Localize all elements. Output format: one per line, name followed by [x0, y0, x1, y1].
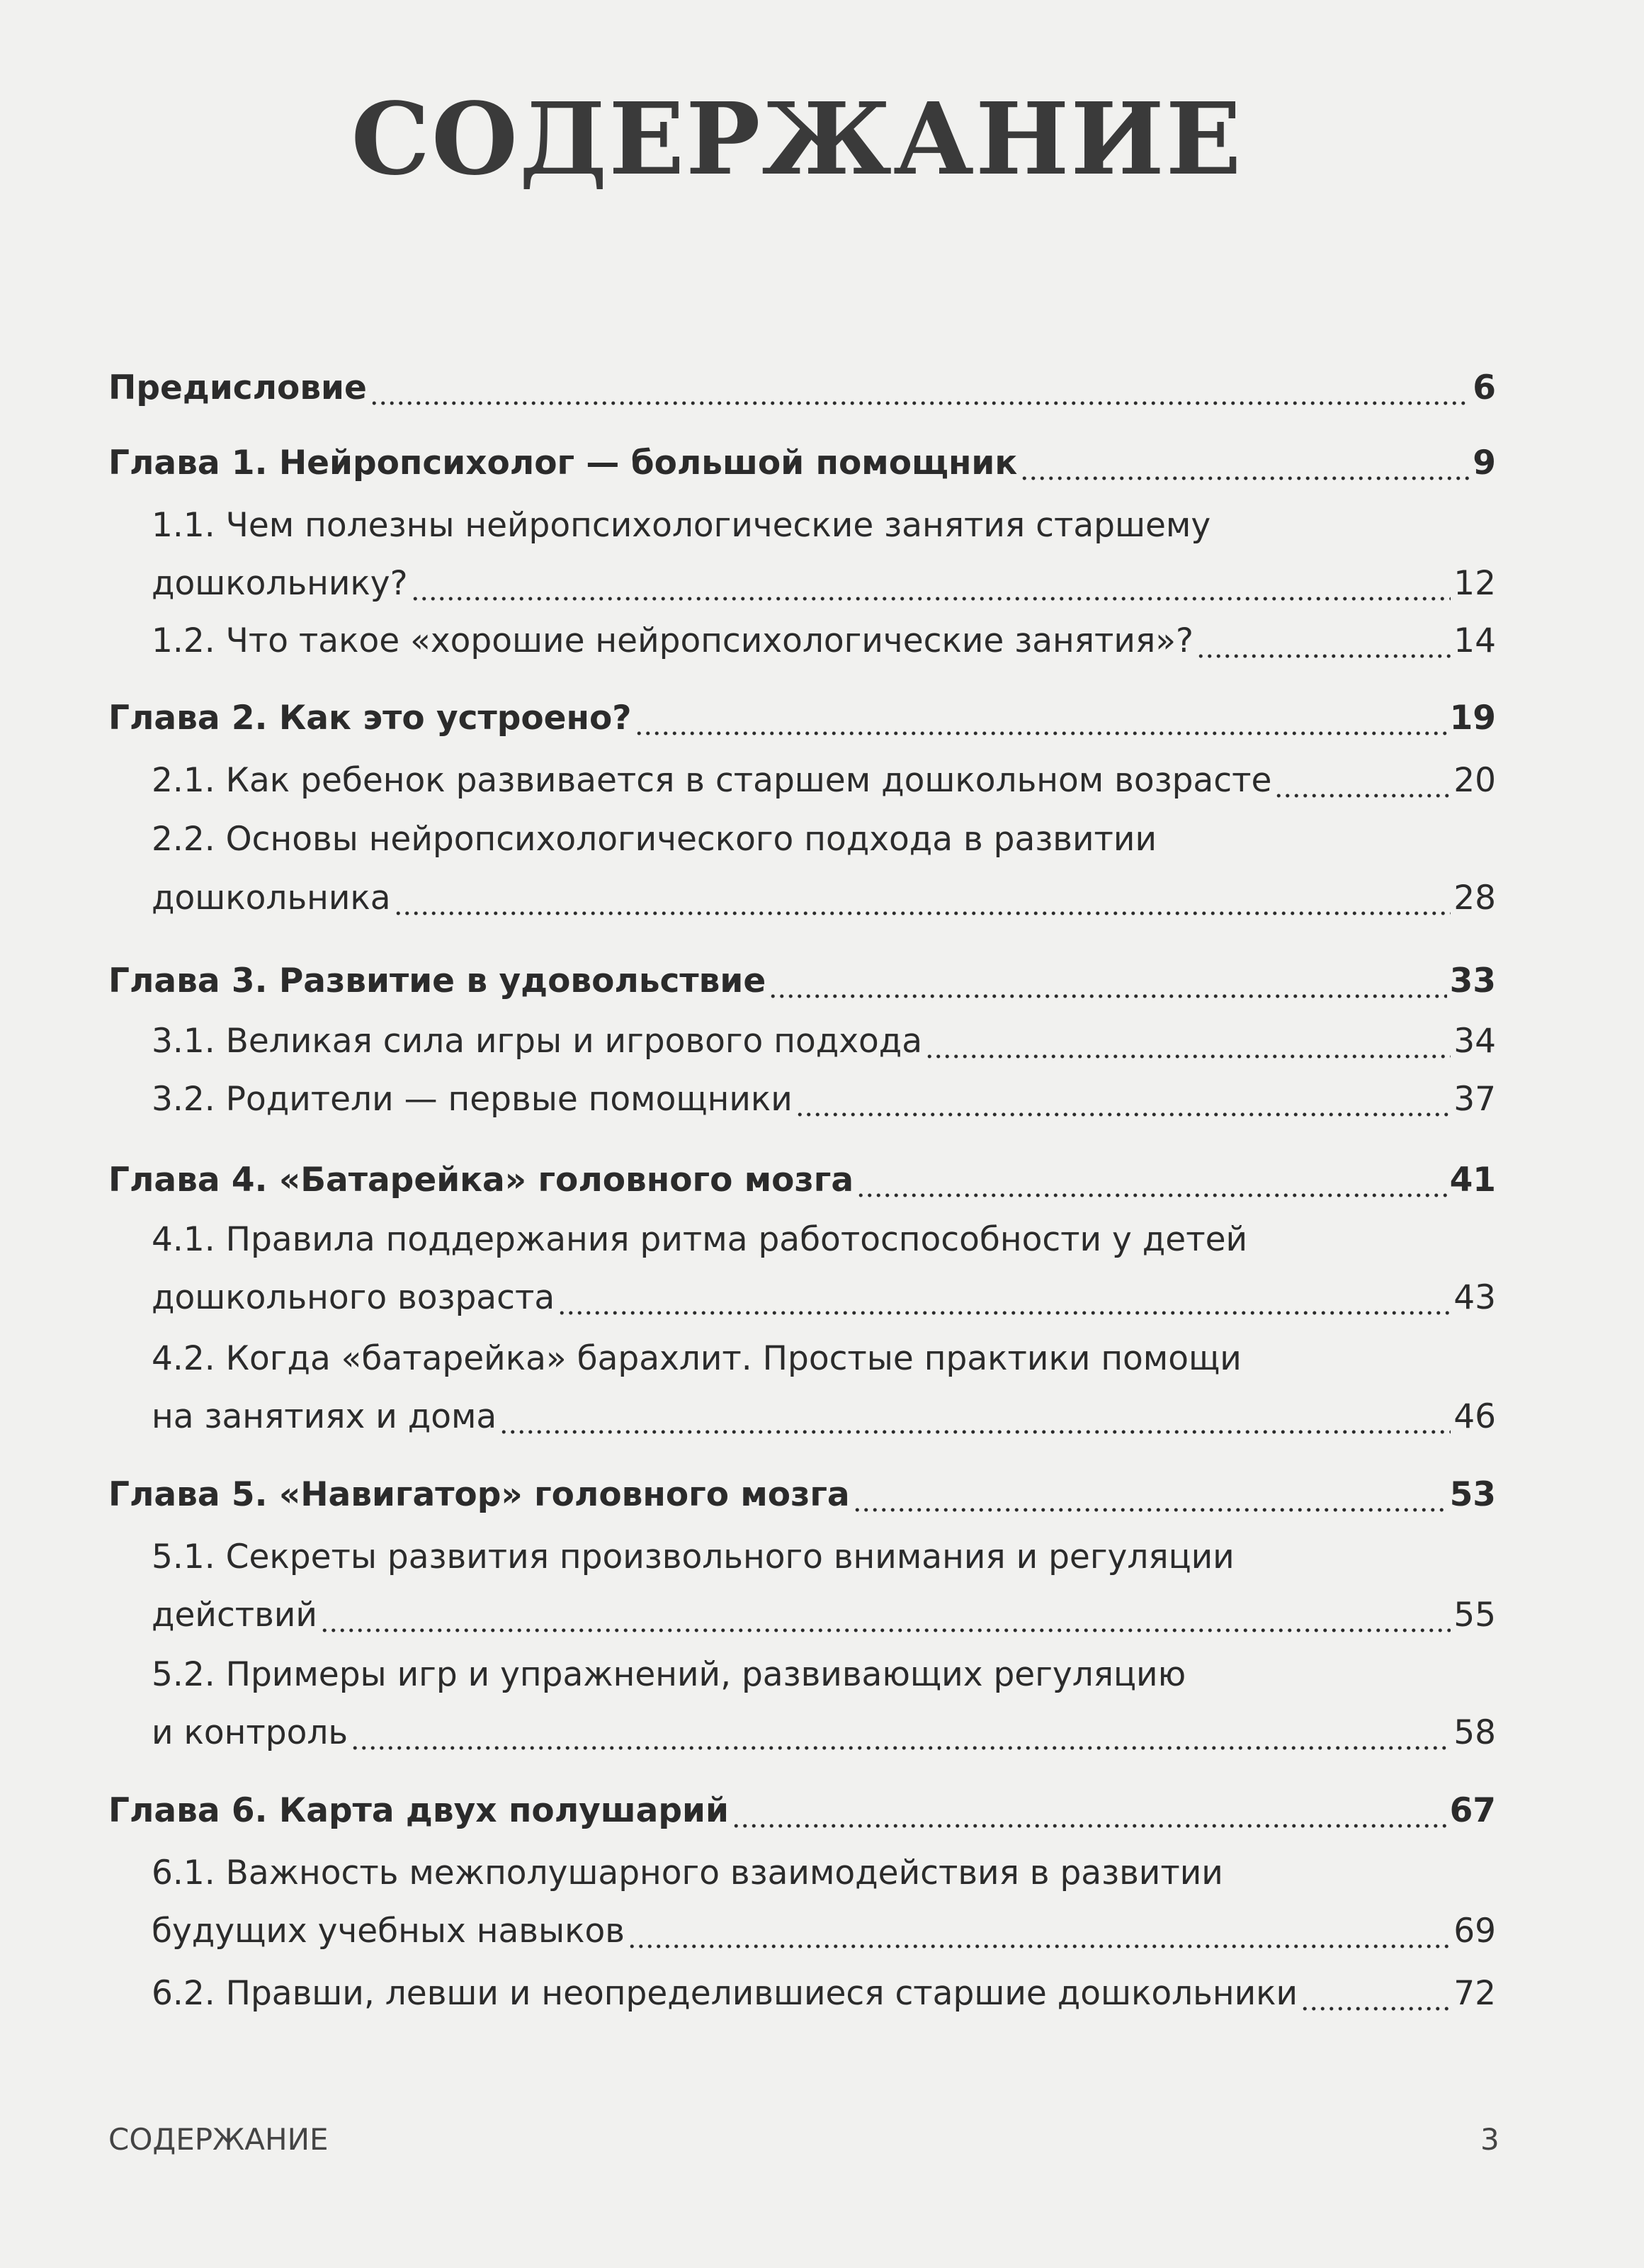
toc-chapter[interactable]	[108, 1159, 1496, 1202]
dot-leader	[856, 1159, 1447, 1202]
running-footer-section: СОДЕРЖАНИЕ	[108, 2122, 329, 2157]
toc-entry-first-line: 5.1. Секреты развития произвольного внимания и регуляции	[152, 1538, 1235, 1576]
toc-page-number: 55	[1453, 1596, 1496, 1635]
toc-page-number: 53	[1449, 1475, 1496, 1514]
toc-page-number: 37	[1453, 1080, 1496, 1119]
toc-page-number: 6	[1473, 368, 1496, 407]
dot-leader	[411, 563, 1451, 605]
toc-page-number: 46	[1453, 1397, 1496, 1436]
toc-page-number: 20	[1453, 761, 1496, 800]
toc-section[interactable]	[152, 877, 1496, 920]
toc-entry-first-line: 1.1. Чем полезны нейропсихологические занятия старшему	[152, 506, 1211, 545]
dot-leader	[1020, 442, 1470, 485]
toc-entry-title: дошкольнику?	[152, 564, 408, 603]
dot-leader	[1196, 620, 1451, 662]
toc-entry-title: Глава 6. Карта двух полушарий	[108, 1791, 729, 1830]
dot-leader	[795, 1078, 1451, 1121]
toc-entry-title: дошкольного возраста	[152, 1278, 555, 1317]
toc-section[interactable]	[152, 1277, 1496, 1319]
toc-entry-title: Предисловие	[108, 368, 367, 407]
toc-section[interactable]	[152, 1973, 1496, 2015]
toc-section[interactable]	[152, 1020, 1496, 1063]
toc-page-number: 9	[1473, 444, 1496, 483]
dot-leader	[394, 877, 1451, 920]
toc-page-number: 72	[1453, 1974, 1496, 2013]
toc-page-number: 69	[1453, 1912, 1496, 1951]
toc-section[interactable]	[152, 1396, 1496, 1438]
dot-leader	[499, 1396, 1451, 1438]
toc-chapter[interactable]	[108, 697, 1496, 740]
toc-page-number: 33	[1449, 961, 1496, 1000]
dot-leader	[557, 1277, 1451, 1319]
toc-chapter[interactable]	[108, 442, 1496, 485]
toc-page-number: 14	[1453, 621, 1496, 660]
dot-leader	[320, 1594, 1451, 1637]
toc-section[interactable]	[152, 1594, 1496, 1637]
toc-entry-title: на занятиях и дома	[152, 1397, 497, 1436]
toc-section[interactable]	[152, 1078, 1496, 1121]
toc-page-number: 58	[1453, 1713, 1496, 1752]
dot-leader	[1274, 760, 1451, 802]
toc-entry-first-line: 4.2. Когда «батарейка» барахлит. Простые практики помощи	[152, 1339, 1242, 1378]
toc-page-number: 28	[1453, 879, 1496, 918]
toc-entry-title: 3.1. Великая сила игры и игрового подхода	[152, 1022, 923, 1061]
toc-entry-title: 3.2. Родители — первые помощники	[152, 1080, 793, 1119]
toc-chapter[interactable]	[108, 960, 1496, 1003]
toc-entry-title: Глава 1. Нейропсихолог — большой помощник	[108, 444, 1018, 483]
toc-page-number: 19	[1449, 699, 1496, 738]
dot-leader	[1300, 1973, 1451, 2015]
dot-leader	[769, 960, 1446, 1003]
toc-section[interactable]	[152, 1712, 1496, 1754]
dot-leader	[635, 697, 1447, 740]
dot-leader	[732, 1790, 1447, 1832]
toc-entry-title: Глава 3. Развитие в удовольствие	[108, 961, 766, 1000]
toc-entry-title: Глава 4. «Батарейка» головного мозга	[108, 1161, 854, 1200]
toc-entry-title: дошкольника	[152, 879, 391, 918]
toc-section[interactable]	[152, 563, 1496, 605]
toc-entry-title: и контроль	[152, 1713, 348, 1752]
toc-page-number: 12	[1453, 564, 1496, 603]
toc-entry-title: 1.2. Что такое «хорошие нейропсихологические занятия»?	[152, 621, 1194, 660]
toc-entry-first-line: 2.2. Основы нейропсихологического подхода в развитии	[152, 820, 1157, 859]
toc-entry-first-line: 6.1. Важность межполушарного взаимодействия в развитии	[152, 1854, 1223, 1892]
toc-chapter[interactable]	[108, 367, 1496, 410]
page-number: 3	[1480, 2122, 1500, 2157]
toc-page-number: 67	[1449, 1791, 1496, 1830]
toc-entry-title: Глава 5. «Навигатор» головного мозга	[108, 1475, 850, 1514]
toc-page-number: 41	[1449, 1161, 1496, 1200]
toc-page-number: 34	[1453, 1022, 1496, 1061]
toc-section[interactable]	[152, 760, 1496, 802]
toc-entry-first-line: 5.2. Примеры игр и упражнений, развивающих регуляцию	[152, 1655, 1186, 1694]
page-title: СОДЕРЖАНИЕ	[351, 81, 1243, 198]
toc-entry-title: действий	[152, 1596, 317, 1635]
toc-entry-title: 2.1. Как ребенок развивается в старшем дошкольном возрасте	[152, 761, 1272, 800]
toc-entry-title: Глава 2. Как это устроено?	[108, 699, 632, 738]
dot-leader	[351, 1712, 1451, 1754]
toc-chapter[interactable]	[108, 1474, 1496, 1516]
dot-leader	[853, 1474, 1447, 1516]
toc-page-number: 43	[1453, 1278, 1496, 1317]
toc-entry-title: будущих учебных навыков	[152, 1912, 625, 1951]
toc-entry-first-line: 4.1. Правила поддержания ритма работоспособности у детей	[152, 1220, 1248, 1259]
toc-entry-title: 6.2. Правши, левши и неопределившиеся старшие дошкольники	[152, 1974, 1298, 2013]
dot-leader	[925, 1020, 1451, 1063]
toc-chapter[interactable]	[108, 1790, 1496, 1832]
dot-leader	[628, 1910, 1451, 1953]
toc-section[interactable]	[152, 620, 1496, 662]
dot-leader	[370, 367, 1470, 410]
toc-section[interactable]	[152, 1910, 1496, 1953]
